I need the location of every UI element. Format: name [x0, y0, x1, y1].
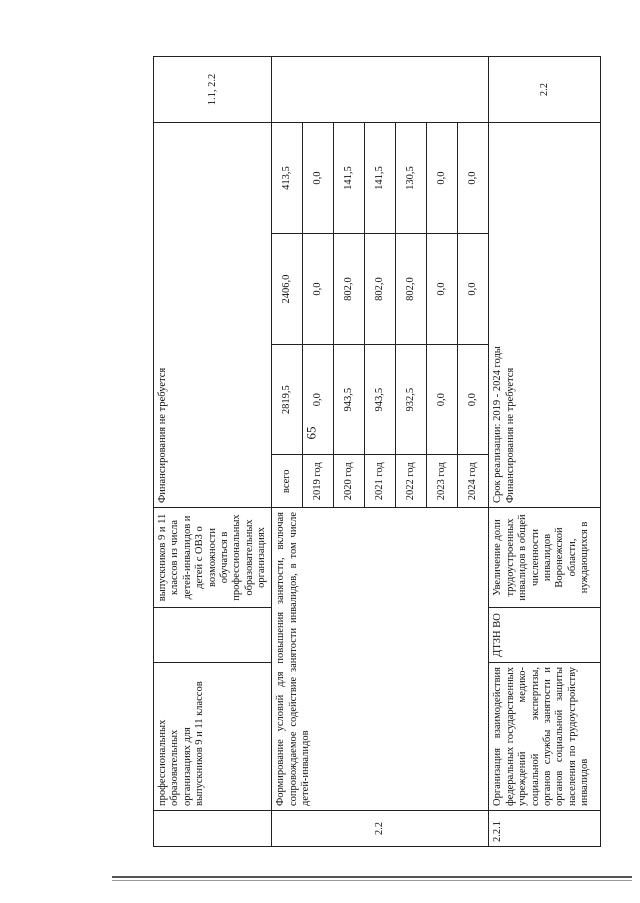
finance-period: 2023 год [427, 455, 458, 507]
financing-period: Срок реализации: 2019 - 2024 годы [492, 345, 504, 503]
finance-value: 0,0 [303, 233, 334, 344]
finance-period: 2019 год [303, 455, 334, 507]
cell-task-ref: 1.1, 2.2 [154, 56, 272, 122]
finance-value: 802,0 [396, 233, 427, 344]
cell-finance-table [272, 122, 489, 507]
cell-executor: ДТЗН ВО [489, 607, 601, 662]
table-row-continuation [154, 56, 272, 846]
cell-activity-name: профессиональных образовательных организациях для выпускников 9 и 11 классов [154, 662, 272, 810]
finance-value: 0,0 [303, 344, 334, 455]
finance-value: 943,5 [334, 344, 365, 455]
finance-value: 0,0 [427, 344, 458, 455]
finance-row [458, 123, 489, 507]
finance-value: 932,5 [396, 344, 427, 455]
finance-value: 141,5 [334, 123, 365, 234]
cell-activity-name: Организация взаимодействия федеральных государственных учреждений медико-социальной экспертизы, органов службы занятости и органов социальной защиты населения по трудоустройству инвалидов [489, 662, 601, 810]
finance-value: 0,0 [427, 233, 458, 344]
scan-edge-line [112, 876, 632, 878]
finance-value: 802,0 [334, 233, 365, 344]
finance-value: 0,0 [458, 123, 489, 234]
cell-num: 2.2 [272, 810, 489, 846]
finance-period: 2021 год [365, 455, 396, 507]
finance-value: 943,5 [365, 344, 396, 455]
scan-edge-line [112, 880, 632, 881]
finance-period: 2024 год [458, 455, 489, 507]
finance-value: 130,5 [396, 123, 427, 234]
cell-executor [154, 607, 272, 662]
finance-row [396, 123, 427, 507]
cell-num: 2.2.1 [489, 810, 601, 846]
finance-value: 0,0 [458, 233, 489, 344]
cell-task-ref [272, 56, 489, 122]
program-table [153, 56, 601, 847]
finance-value: 2819,5 [272, 344, 303, 455]
cell-section-title: Формирование условий для повышения занятости, включая сопровождаемое содействие занятости инвалидов, в том числе детей-инвалидов [272, 507, 489, 810]
finance-period: всего [272, 455, 303, 507]
finance-period: 2020 год [334, 455, 365, 507]
page-number: 65 [303, 426, 319, 440]
financing-note: Финансирования не требуется [504, 367, 516, 503]
table-row-2-2 [272, 56, 489, 846]
cell-financing [489, 122, 601, 507]
finance-value: 0,0 [427, 123, 458, 234]
finance-row [272, 123, 303, 507]
table-row-2-2-1 [489, 56, 601, 846]
cell-indicator: выпускников 9 и 11 классов из числа детей-инвалидов и детей с ОВЗ о возможности обучаться в профессиональных образовательных организациях [154, 507, 272, 607]
cell-task-ref: 2.2 [489, 56, 601, 122]
finance-value: 413,5 [272, 123, 303, 234]
cell-indicator: Увеличение доли трудоустроенных инвалидов в общей численности инвалидов Воронежской области, нуждающихся в [489, 507, 601, 607]
finance-row [334, 123, 365, 507]
finance-row [365, 123, 396, 507]
finance-value: 802,0 [365, 233, 396, 344]
finance-period: 2022 год [396, 455, 427, 507]
cell-financing: Финансирования не требуется [154, 122, 272, 507]
rotated-table-wrapper [153, 57, 590, 847]
finance-value: 0,0 [458, 344, 489, 455]
finance-value: 141,5 [365, 123, 396, 234]
cell-num [154, 810, 272, 846]
finance-row [303, 123, 334, 507]
finance-value: 0,0 [303, 123, 334, 234]
finance-value: 2406,0 [272, 233, 303, 344]
finance-row [427, 123, 458, 507]
finance-table [272, 123, 488, 507]
